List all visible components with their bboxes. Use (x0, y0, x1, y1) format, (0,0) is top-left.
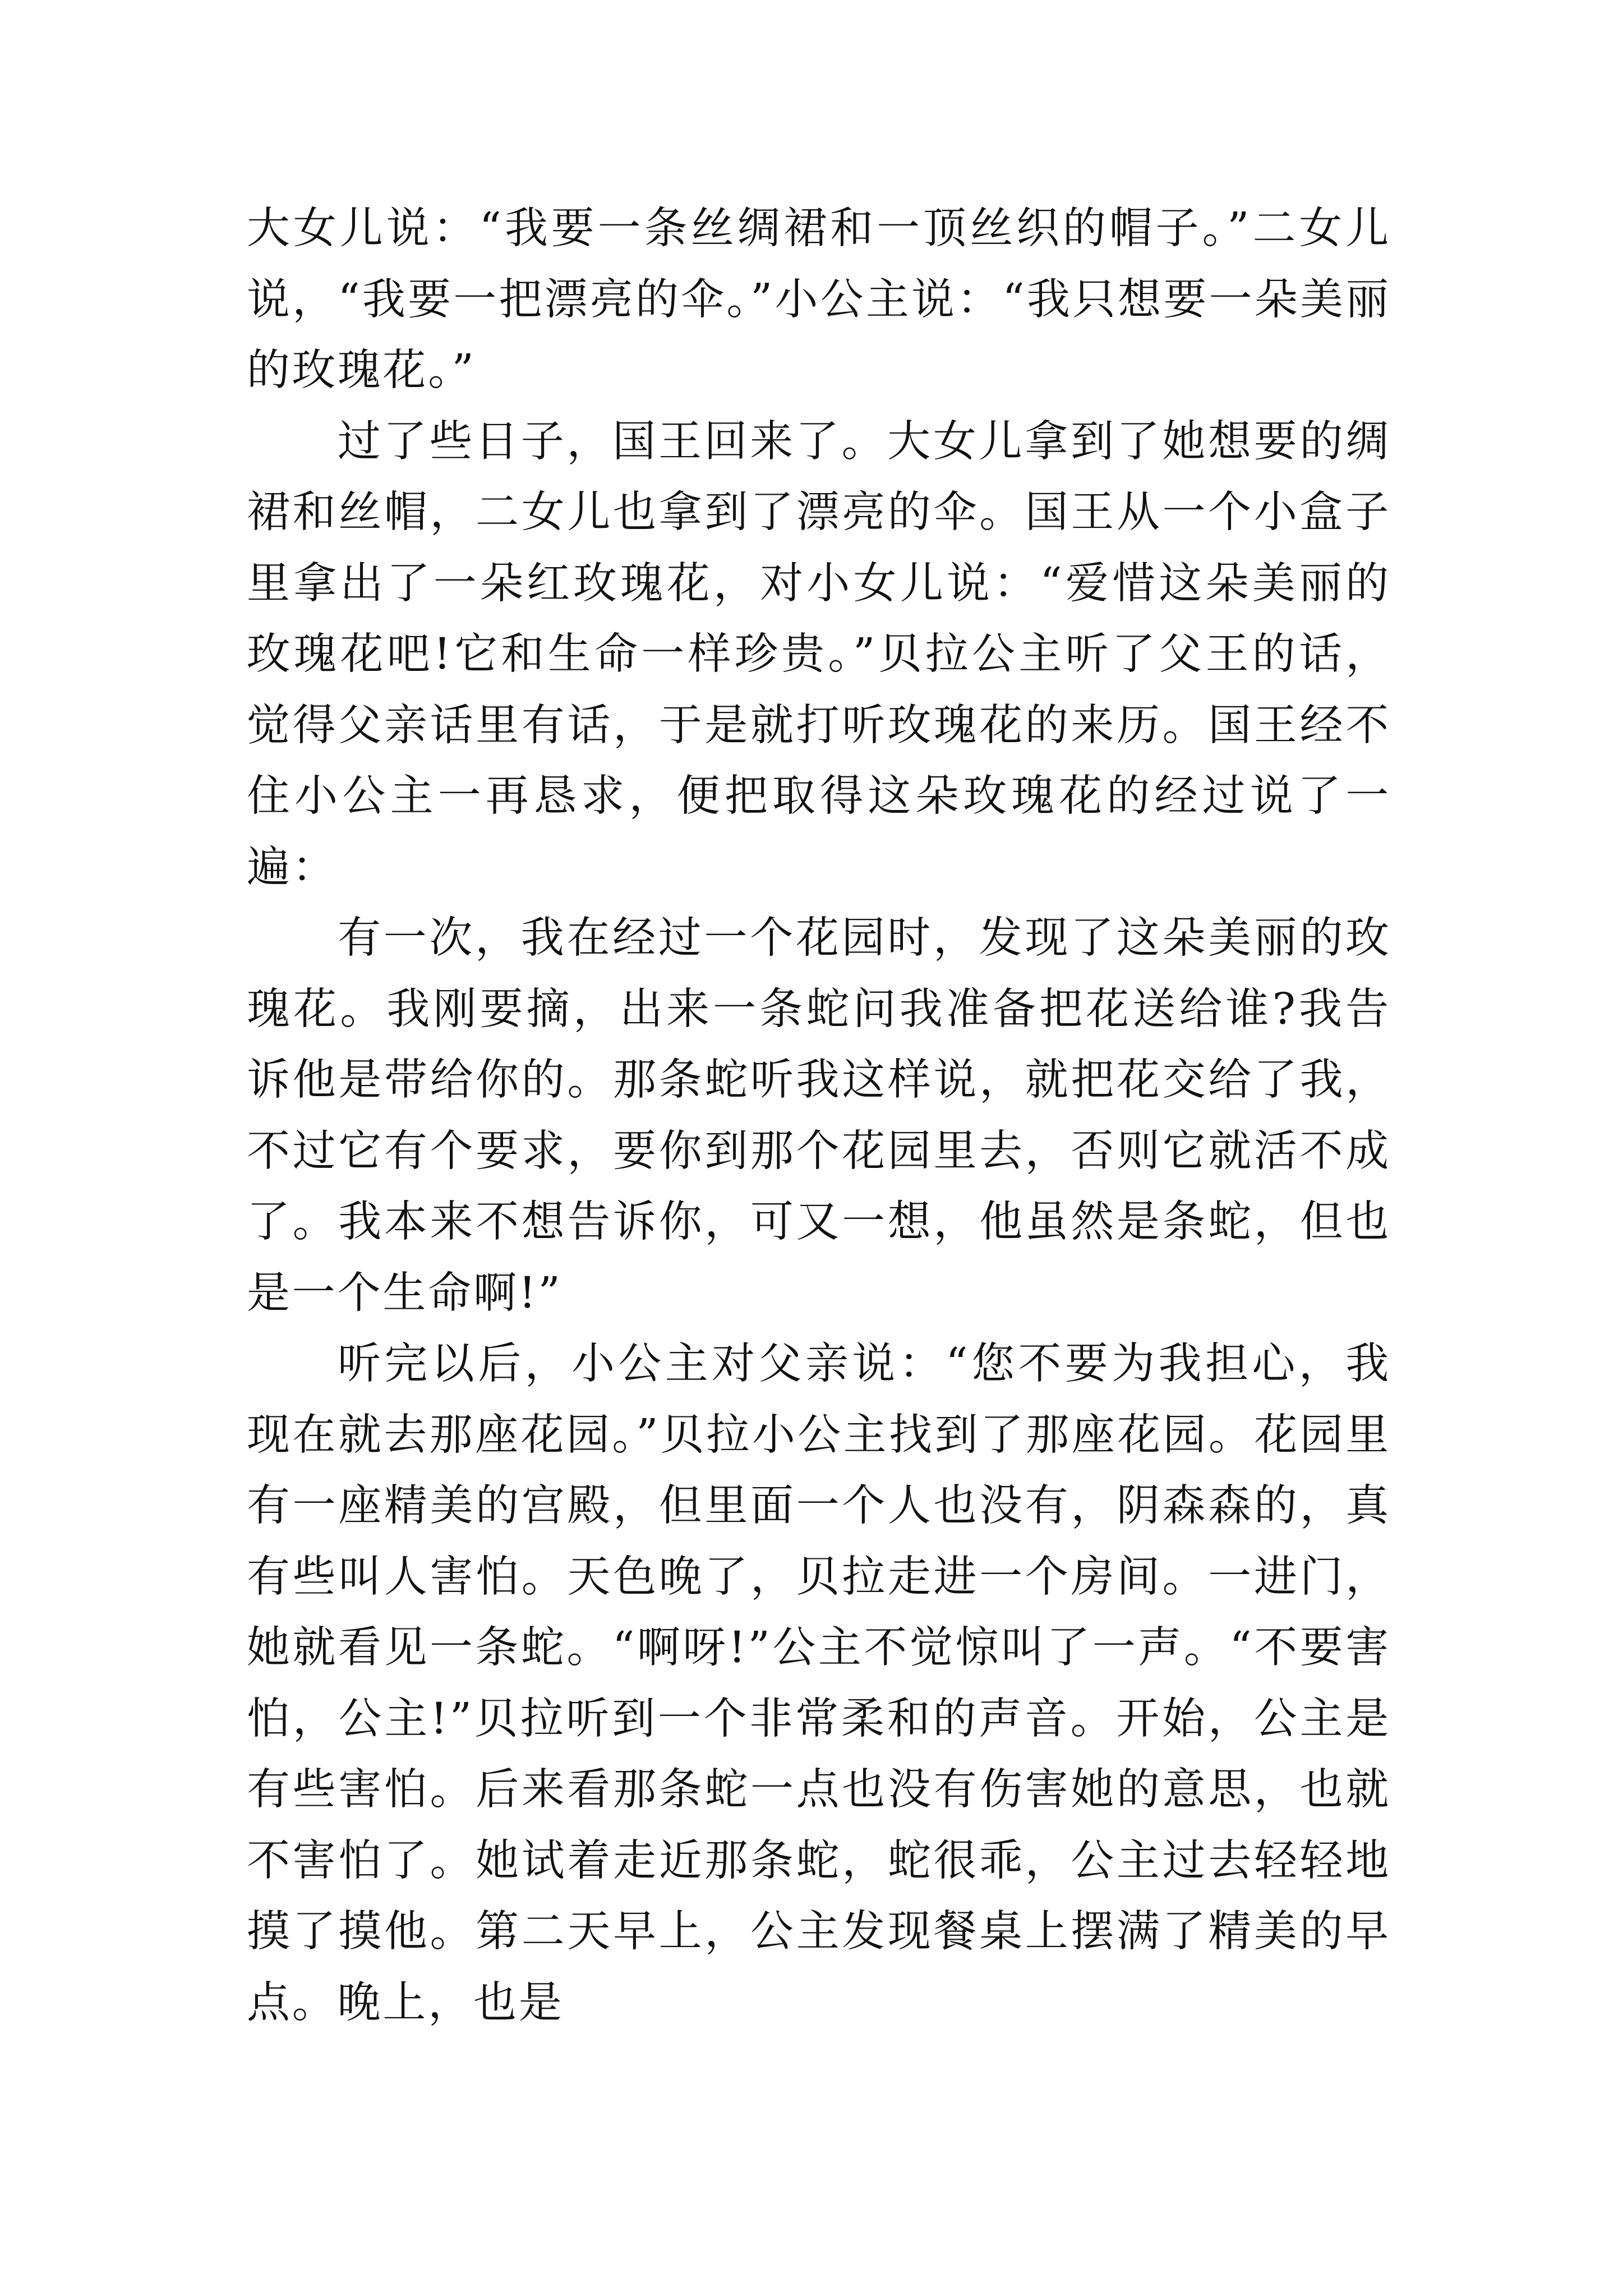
paragraph-4: 听完以后，小公主对父亲说：“您不要为我担心，我现在就去那座花园。”贝拉小公主找到了那座花园。花园里有一座精美的宫殿，但里面一个人也没有，阴森森的，真有些叫人害怕。天色晚了，贝拉走进一个房间。一进门，她就看见一条蛇。“啊呀!”公主不觉惊叫了一声。“不要害怕，公主!”贝拉听到一个非常柔和的声音。开始，公主是有些害怕。后来看那条蛇一点也没有伤害她的意思，也就不害怕了。她试着走近那条蛇，蛇很乖，公主过去轻轻地摸了摸他。第二天早上，公主发现餐桌上摆满了精美的早点。晚上，也是 (247, 1339, 1391, 2028)
document-body (247, 194, 1391, 2039)
paragraph-2: 过了些日子，国王回来了。大女儿拿到了她想要的绸裙和丝帽，二女儿也拿到了漂亮的伞。国王从一个小盒子里拿出了一朵红玫瑰花，对小女儿说：“爱惜这朵美丽的玫瑰花吧!它和生命一样珍贵。”贝拉公主听了父王的话，觉得父亲话里有话，于是就打听玫瑰花的来历。国王经不住小公主一再恳求，便把取得这朵玫瑰花的经过说了一遍： (247, 416, 1391, 892)
paragraph-3: 有一次，我在经过一个花园时，发现了这朵美丽的玫瑰花。我刚要摘，出来一条蛇问我准备把花送给谁?我告诉他是带给你的。那条蛇听我这样说，就把花交给了我，不过它有个要求，要你到那个花园里去，否则它就活不成了。我本来不想告诉你，可又一想，他虽然是条蛇，但也是一个生命啊!” (247, 913, 1391, 1318)
paragraph-1: 大女儿说：“我要一条丝绸裙和一顶丝织的帽子。”二女儿说，“我要一把漂亮的伞。”小公主说：“我只想要一朵美丽的玫瑰花。” (247, 204, 1391, 395)
